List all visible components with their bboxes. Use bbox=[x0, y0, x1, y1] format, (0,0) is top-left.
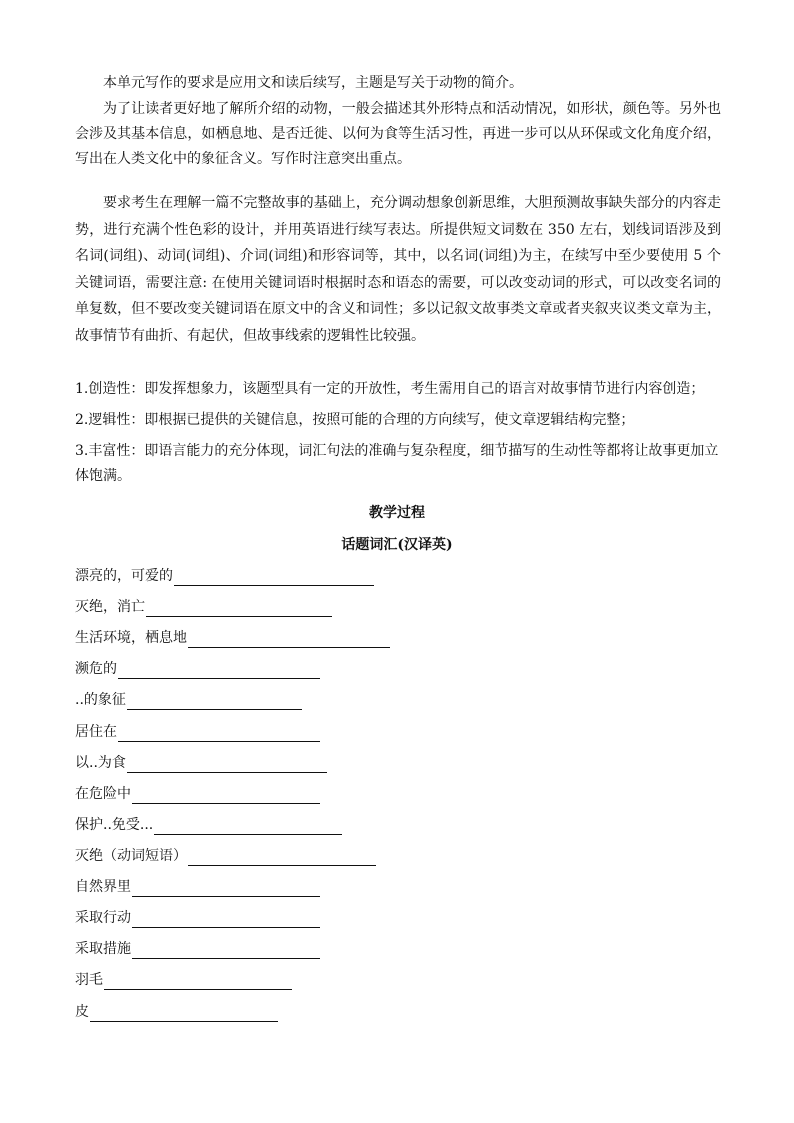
answer-blank[interactable] bbox=[188, 850, 376, 866]
vocab-label: 自然界里 bbox=[75, 879, 131, 895]
vocab-label: 在危险中 bbox=[75, 786, 131, 802]
vocab-item bbox=[75, 939, 320, 959]
answer-blank[interactable] bbox=[118, 663, 320, 679]
vocab-item bbox=[75, 846, 376, 866]
answer-blank[interactable] bbox=[188, 632, 390, 648]
vocab-item bbox=[75, 877, 320, 897]
vocab-label: 漂亮的，可爱的 bbox=[75, 568, 173, 584]
vocab-label: 羽毛 bbox=[75, 972, 103, 988]
vocab-label: 生活环境，栖息地 bbox=[75, 630, 187, 646]
feature-logic: 2.逻辑性：即根据已提供的关键信息，按照可能的合理的方向续写，使文章逻辑结构完整； bbox=[75, 412, 635, 428]
vocab-label: 灭绝，消亡 bbox=[75, 599, 145, 615]
answer-blank[interactable] bbox=[104, 974, 292, 990]
vocab-item bbox=[75, 1002, 278, 1022]
vocab-item bbox=[75, 753, 327, 773]
answer-blank[interactable] bbox=[132, 912, 320, 928]
vocab-item bbox=[75, 908, 320, 928]
intro-paragraph-2: 为了让读者更好地了解所介绍的动物，一般会描述其外形特点和活动情况，如形状，颜色等。另外也会涉及其基本信息，如栖息地、是否迁徙、以何为食等生活习性，再进一步可以从环保或文化角度介绍，写出在人类文化中的象征含义。写作时注意突出重点。 bbox=[75, 101, 721, 167]
vocab-label: 濒危的 bbox=[75, 661, 117, 677]
vocab-label: 居住在 bbox=[75, 724, 117, 740]
vocab-item bbox=[75, 597, 332, 617]
answer-blank[interactable] bbox=[90, 1006, 278, 1022]
answer-blank[interactable] bbox=[174, 570, 374, 586]
vocab-label: 灭绝（动词短语） bbox=[75, 848, 187, 864]
vocab-label: 采取措施 bbox=[75, 941, 131, 957]
vocab-item bbox=[75, 722, 320, 742]
answer-blank[interactable] bbox=[127, 757, 327, 773]
vocab-label: 采取行动 bbox=[75, 910, 131, 926]
answer-blank[interactable] bbox=[146, 601, 332, 617]
feature-richness: 3.丰富性：即语言能力的充分体现，词汇句法的准确与复杂程度，细节描写的生动性等都将让故事更加立体饱满。 bbox=[75, 443, 719, 484]
vocab-item bbox=[75, 659, 320, 679]
vocab-item bbox=[75, 784, 320, 804]
vocab-item bbox=[75, 628, 390, 648]
vocab-label: ..的象征 bbox=[75, 692, 126, 708]
answer-blank[interactable] bbox=[154, 819, 342, 835]
answer-blank[interactable] bbox=[127, 694, 302, 710]
answer-blank[interactable] bbox=[132, 943, 320, 959]
vocab-item bbox=[75, 970, 292, 990]
section-title: 教学过程 bbox=[369, 505, 425, 521]
intro-paragraph-1: 本单元写作的要求是应用文和读后续写，主题是写关于动物的简介。 bbox=[103, 75, 523, 91]
answer-blank[interactable] bbox=[132, 788, 320, 804]
vocab-item bbox=[75, 566, 374, 586]
vocab-label: 保护..免受... bbox=[75, 817, 154, 833]
vocab-item bbox=[75, 690, 302, 710]
answer-blank[interactable] bbox=[118, 726, 320, 742]
answer-blank[interactable] bbox=[132, 881, 320, 897]
intro-paragraph-3: 要求考生在理解一篇不完整故事的基础上，充分调动想象创新思维，大胆预测故事缺失部分的内容走势，进行充满个性色彩的设计，并用英语进行续写表达。所提供短文词数在 350 左右，划线词语涉及到名词(词组)、动词(词组)、介词(词组)和形容词等，其中，以名词(词组)为主，在续写中至少要使用 5 个关键词语，需要注意: 在使用关键词语时根据时态和语态的需要，可以改变动词的形式，可以改变名词的单复数，但不要改变关键词语在原文中的含义和词性；多以记叙文故事类文章或者夹叙夹议类文章为主，故事情节有曲折、有起伏，但故事线索的逻辑性比较强。 bbox=[75, 195, 721, 344]
vocab-label: 皮 bbox=[75, 1004, 89, 1020]
vocab-label: 以..为食 bbox=[75, 755, 126, 771]
vocab-title: 话题词汇(汉译英) bbox=[341, 537, 453, 553]
vocab-item bbox=[75, 815, 342, 835]
feature-creativity: 1.创造性：即发挥想象力，该题型具有一定的开放性，考生需用自己的语言对故事情节进行内容创造； bbox=[75, 381, 705, 397]
